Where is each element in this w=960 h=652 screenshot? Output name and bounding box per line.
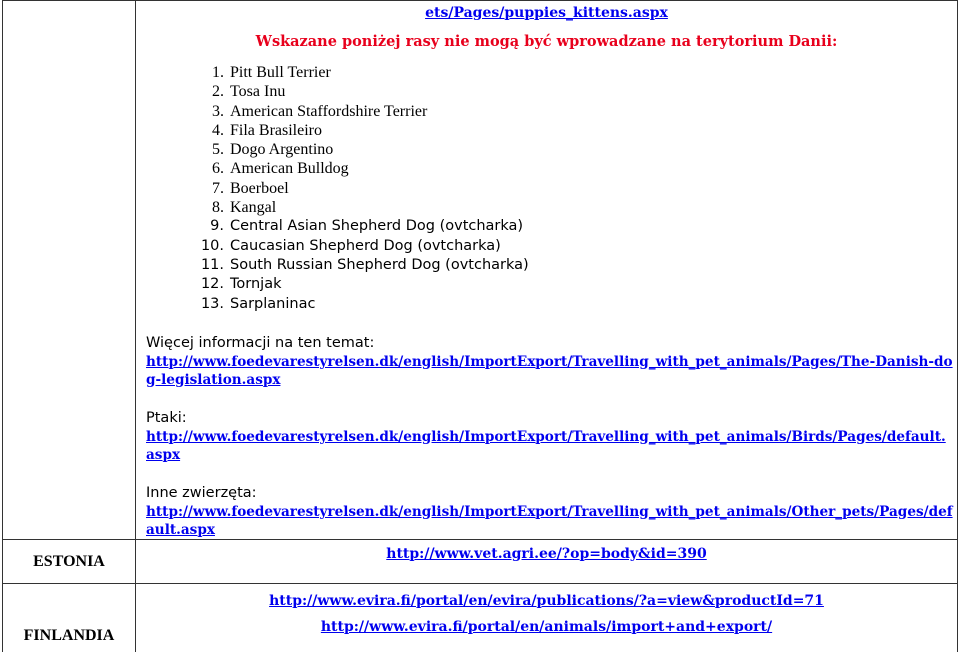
breed-name: Tornjak [230,276,282,293]
breed-item [193,295,957,314]
denmark-details-cell [136,1,958,540]
breed-item [193,237,957,256]
breed-item [193,256,957,275]
breed-item [193,63,957,82]
breed-item [193,198,957,217]
breed-name: Kangal [230,199,277,217]
other-pets-link[interactable]: http://www.foedevarestyrelsen.dk/english/ImportExport/Travelling_with_pet_animals/Other_pets/Pages/default.aspx [146,503,953,538]
breed-number: 11. [200,256,224,273]
breed-name: Tosa Inu [230,83,286,101]
breed-name: Central Asian Shepherd Dog (ovtcharka) [230,218,524,235]
finland-links-cell [136,583,958,652]
puppies-kittens-link[interactable]: ets/Pages/puppies_kittens.aspx [425,5,668,21]
breed-number: 9. [210,218,224,235]
breed-item [193,179,957,198]
estonia-link-cell [136,539,958,583]
breed-name: Dogo Argentino [230,141,334,159]
estonia-vet-link[interactable]: http://www.vet.agri.ee/?op=body&id=390 [386,545,707,562]
breed-name: Fila Brasileiro [230,121,322,139]
breed-item [193,159,957,178]
breed-number: 6. [212,160,224,178]
birds-label: Ptaki: [146,409,187,426]
breed-number: 12. [200,276,224,293]
breed-number: 10. [200,237,224,254]
breed-item [193,82,957,101]
breed-item [193,217,957,236]
country-finland: FINLANDIA [3,583,136,652]
breed-name: South Russian Shepherd Dog (ovtcharka) [230,256,529,273]
breed-name: Boerboel [230,179,289,197]
other-pets-label: Inne zwierzęta: [146,484,257,501]
breed-number: 3. [212,102,224,120]
country-cell-empty [3,1,136,540]
breed-number: 8. [212,199,224,217]
breed-name: Sarplaninac [230,295,316,312]
breed-number: 2. [212,83,224,101]
banned-breeds-heading: Wskazane poniżej rasy nie mogą być wprowadzane na terytorium Danii: [255,33,838,50]
banned-breeds-list [136,63,957,314]
breed-name: Caucasian Shepherd Dog (ovtcharka) [230,237,501,254]
breed-number: 5. [212,141,224,159]
breed-item [193,102,957,121]
breed-name: American Bulldog [230,160,349,178]
dog-legislation-link[interactable]: http://www.foedevarestyrelsen.dk/english/ImportExport/Travelling_with_pet_animals/Pages/The-Danish-dog-legislation.aspx [146,353,953,388]
breed-number: 4. [212,121,224,139]
country-estonia: ESTONIA [3,539,136,583]
breed-item [193,275,957,294]
finland-publications-link[interactable]: http://www.evira.fi/portal/en/evira/publications/?a=view&productId=71 [269,592,824,609]
finland-import-export-link[interactable]: http://www.evira.fi/portal/en/animals/import+and+export/ [320,618,773,635]
more-info-label: Więcej informacji na ten temat: [146,334,375,351]
breed-name: Pitt Bull Terrier [230,64,331,81]
breed-item [193,121,957,140]
breed-number: 13. [200,295,224,312]
breed-item [193,140,957,159]
birds-link[interactable]: http://www.foedevarestyrelsen.dk/english/ImportExport/Travelling_with_pet_animals/Birds/Pages/default.aspx [146,428,946,463]
breed-number: 7. [212,179,224,197]
breed-name: American Staffordshire Terrier [230,102,428,120]
country-regulations-table [2,0,958,652]
breed-number: 1. [212,64,224,81]
